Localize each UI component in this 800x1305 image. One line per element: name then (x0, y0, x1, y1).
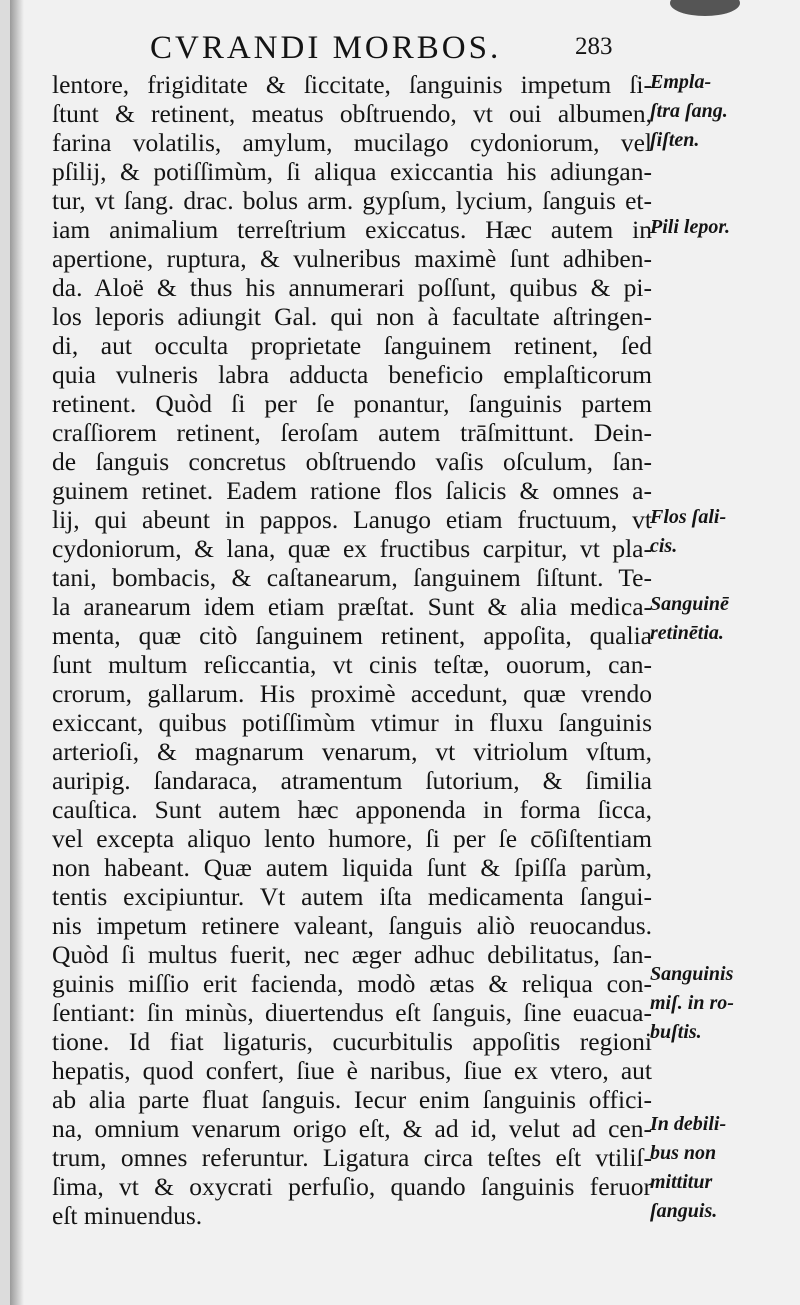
text-line: apertione, ruptura, & vulneribus maximè ſunt adhiben- (52, 244, 652, 273)
margin-note-in-debilibus (650, 1110, 800, 1226)
text-line: vel excepta aliquo lento humore, ſi per ſe cōſiſtentiam (52, 824, 652, 853)
text-line: craſſiorem retinent, ſeroſam autem trāſmittunt. Dein- (52, 418, 652, 447)
text-line: ab alia parte fluat ſanguis. Iecur enim ſanguinis offici- (52, 1085, 652, 1114)
margin-note-line: buſtis. (650, 1021, 702, 1043)
text-line: tentis excipiuntur. Vt autem iſta medicamenta ſangui- (52, 882, 652, 911)
text-line: na, omnium venarum origo eſt, & ad id, velut ad cen- (52, 1114, 652, 1143)
margin-note-line: mittitur (650, 1171, 713, 1193)
book-page (10, 0, 800, 1305)
text-line: hepatis, quod confert, ſiue è naribus, ſiue ex vtero, aut (52, 1056, 652, 1085)
text-line: menta, quæ citò ſanguinem retinent, appoſita, qualia (52, 621, 652, 650)
text-line: non habeant. Quæ autem liquida ſunt & ſpiſſa parùm, (52, 853, 652, 882)
text-line: la aranearum idem etiam præſtat. Sunt & alia medica- (52, 592, 652, 621)
text-line: ſentiant: ſin minùs, diuertendus eſt ſanguis, ſine euacua- (52, 998, 652, 1027)
text-line: exiccant, quibus potiſſimùm vtimur in fluxu ſanguinis (52, 708, 652, 737)
text-line: trum, omnes referuntur. Ligatura circa teſtes eſt vtiliſ- (52, 1143, 652, 1172)
margin-note-line: Sanguinis (650, 963, 734, 985)
margin-note-line: ſiſten. (650, 129, 700, 151)
text-line: auripig. ſandaraca, atramentum ſutorium, & ſimilia (52, 766, 652, 795)
text-line: da. Aloë & thus his annumerari poſſunt, quibus & pi- (52, 273, 652, 302)
text-line: crorum, gallarum. His proximè accedunt, quæ vrendo (52, 679, 652, 708)
text-line: los leporis adiungit Gal. qui non à facultate aſtringen- (52, 302, 652, 331)
text-line: ſtunt & retinent, meatus obſtruendo, vt oui albumen, (52, 99, 652, 128)
margin-note-pili-leporis (650, 213, 800, 242)
text-line: retinent. Quòd ſi per ſe ponantur, ſanguinis partem (52, 389, 652, 418)
margin-note-sanguinem-retinentia (650, 590, 800, 648)
body-text (52, 70, 652, 1230)
page-number: 283 (575, 33, 613, 60)
text-line: farina volatilis, amylum, mucilago cydoniorum, vel (52, 128, 652, 157)
margin-note-line: retinētia. (650, 622, 724, 644)
margin-note-line: ſtra ſang. (650, 100, 728, 122)
text-line: Quòd ſi multus fuerit, nec æger adhuc debilitatus, ſan- (52, 940, 652, 969)
margin-note-line: cis. (650, 535, 678, 557)
text-line: ſunt multum reſiccantia, vt cinis teſtæ, ouorum, can- (52, 650, 652, 679)
text-line: cauſtica. Sunt autem hæc apponenda in forma ſicca, (52, 795, 652, 824)
text-line: tur, vt ſang. drac. bolus arm. gypſum, lycium, ſanguis et- (52, 186, 652, 215)
text-line: tani, bombacis, & caſtanearum, ſanguinem ſiſtunt. Te- (52, 563, 652, 592)
margin-note-line: Empla- (650, 71, 712, 93)
text-line: ſima, vt & oxycrati perfuſio, quando ſanguinis feruor (52, 1172, 652, 1201)
margin-note-line: Flos ſali- (650, 506, 727, 528)
text-line: iam animalium terreſtrium exiccatus. Hæc autem in (52, 215, 652, 244)
margin-note-sanguinis-missio (650, 960, 800, 1047)
text-line: guinem retinet. Eadem ratione flos ſalicis & omnes a- (52, 476, 652, 505)
running-head: CVRANDI MORBOS. (150, 30, 502, 66)
text-line: de ſanguis concretus obſtruendo vaſis oſculum, ſan- (52, 447, 652, 476)
margin-note-line: Sanguinē (650, 593, 729, 615)
text-line: cydoniorum, & lana, quæ ex fructibus carpitur, vt pla- (52, 534, 652, 563)
text-line: di, aut occulta proprietate ſanguinem retinent, ſed (52, 331, 652, 360)
margin-note-line: In debili- (650, 1113, 727, 1135)
text-line: nis impetum retinere valeant, ſanguis aliò reuocandus. (52, 911, 652, 940)
text-line: arterioſi, & magnarum venarum, vt vitriolum vſtum, (52, 737, 652, 766)
margin-note-line: bus non (650, 1142, 717, 1164)
margin-note-emplastra (650, 68, 800, 155)
text-line: eſt minuendus. (52, 1201, 203, 1230)
text-line: pſilij, & potiſſimùm, ſi aliqua exiccantia his adiungan- (52, 157, 652, 186)
margin-note-line: Pili lepor. (650, 216, 730, 238)
margin-note-line: miſ. in ro- (650, 992, 734, 1014)
text-line: quia vulneris labra adducta beneficio emplaſticorum (52, 360, 652, 389)
text-line: tione. Id fiat ligaturis, cucurbitulis appoſitis regioni (52, 1027, 652, 1056)
text-line: lij, qui abeunt in pappos. Lanugo etiam fructuum, vt (52, 505, 652, 534)
text-line: lentore, frigiditate & ſiccitate, ſanguinis impetum ſi- (52, 70, 652, 99)
margin-note-flos-salicis (650, 503, 800, 561)
ink-blot (670, 0, 740, 16)
margin-note-line: ſanguis. (650, 1200, 718, 1222)
text-line: guinis miſſio erit facienda, modò ætas & reliqua con- (52, 969, 652, 998)
